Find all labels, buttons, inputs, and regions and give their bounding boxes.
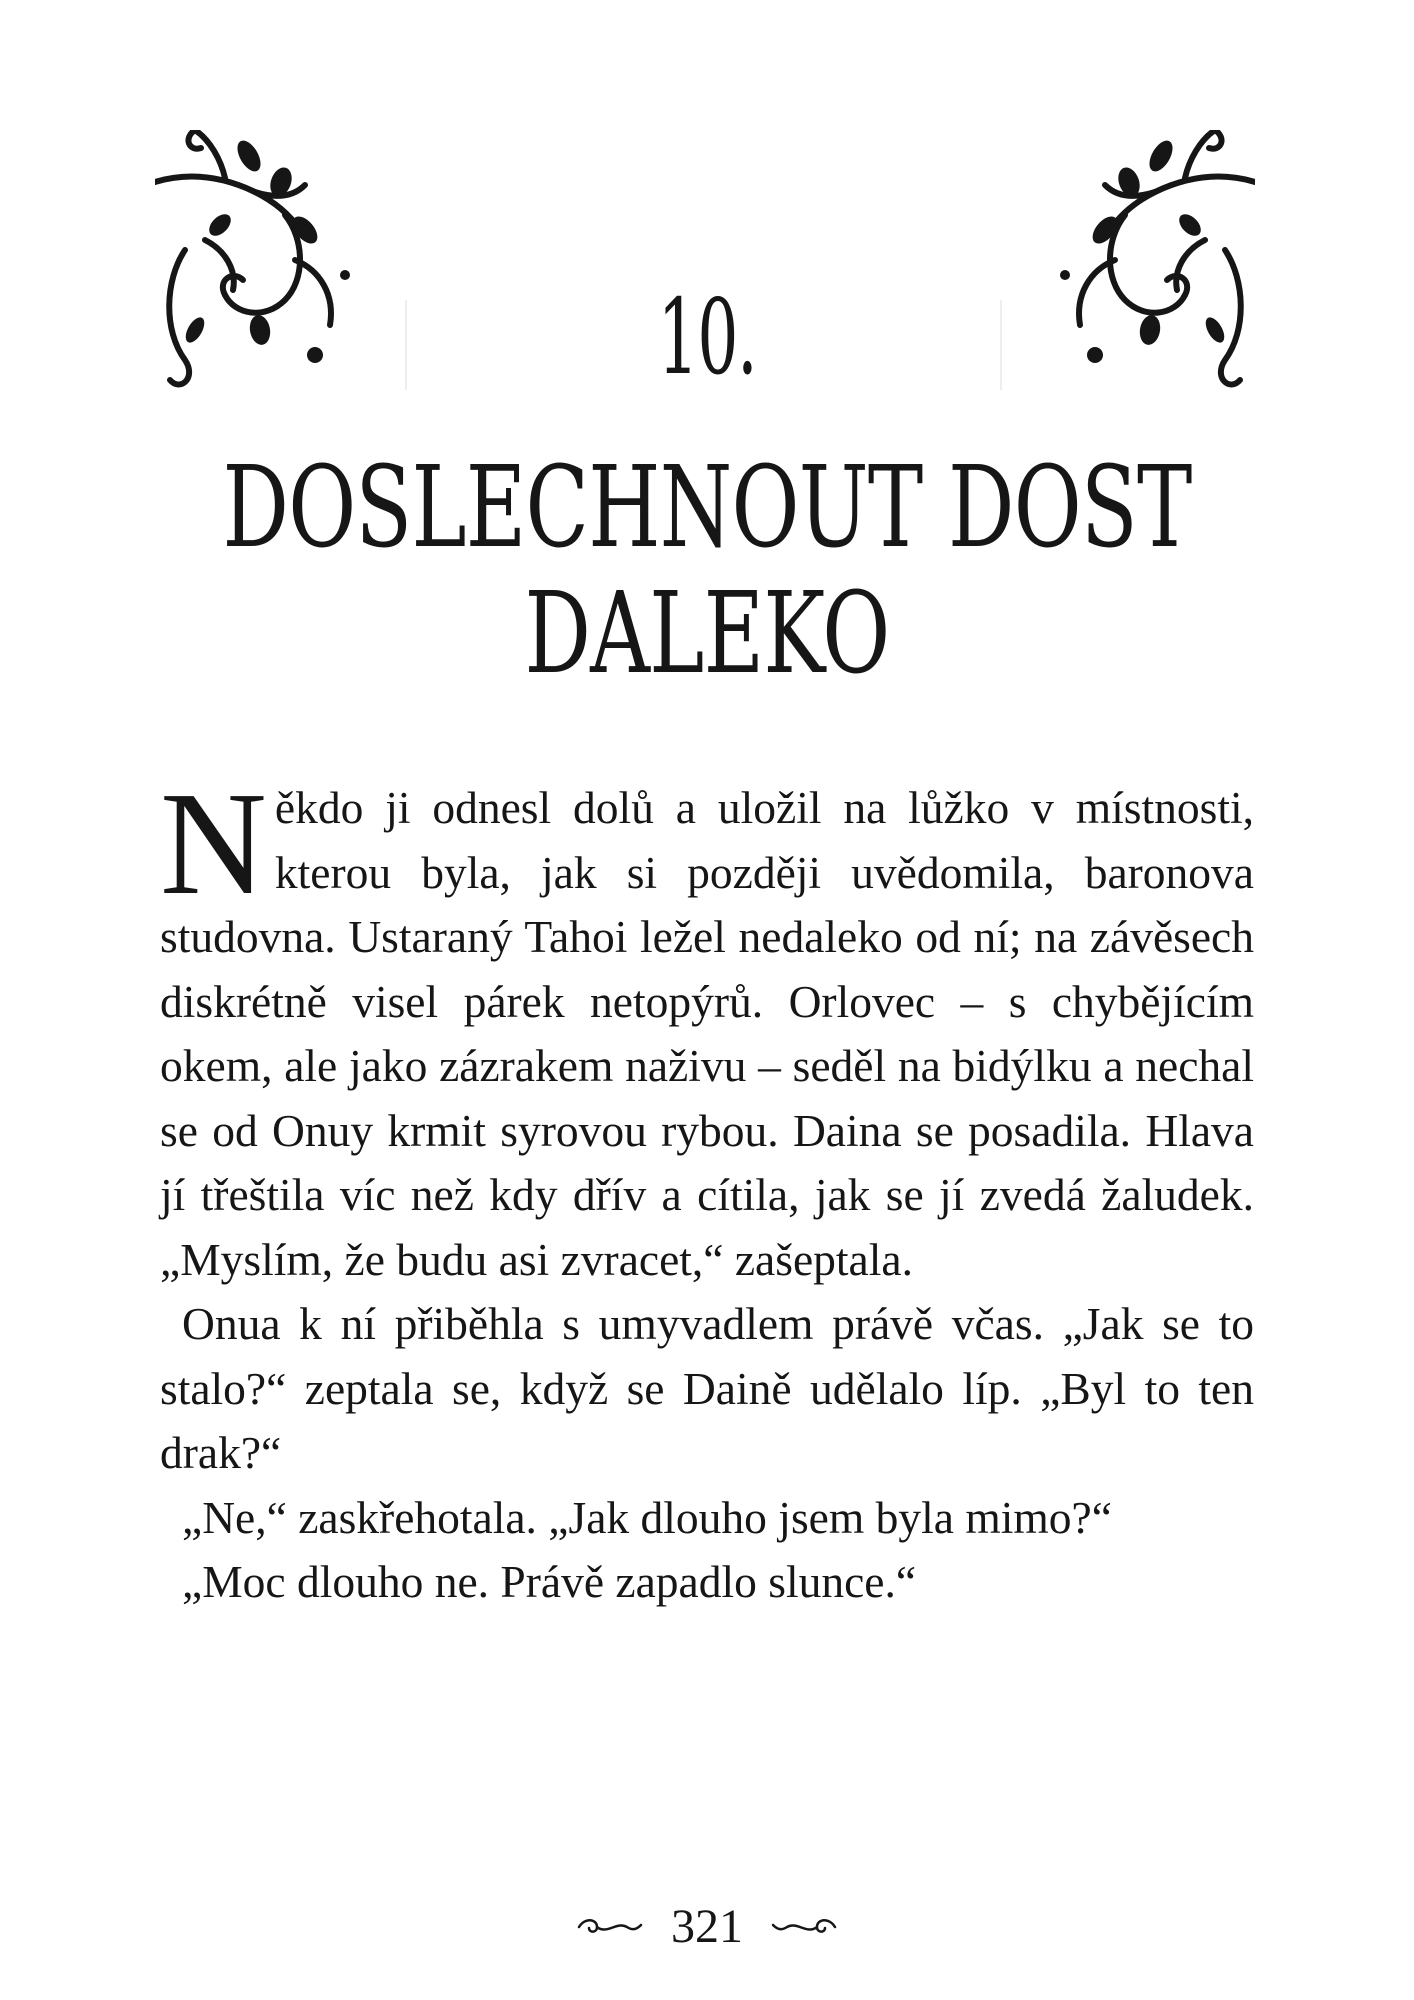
right-swirl-icon (769, 1913, 839, 1941)
drop-cap: N (160, 762, 267, 926)
paragraph-1 (160, 762, 1254, 1292)
left-swirl-icon (575, 1913, 645, 1941)
paragraph-2: Onua k ní přiběhla s umyvadlem právě včas. „Jak se to stalo?“ zeptala se, když se Daině udělalo líp. „Byl to ten drak?“ (160, 1298, 1254, 1478)
chapter-number: 10. (657, 276, 757, 398)
chapter-title-line-2: DALEKO (524, 569, 890, 699)
page-number: 321 (671, 1899, 743, 1953)
paragraph-1-text: ěkdo ji odnesl dolů a uložil na lůžko v místnosti, kterou byla, jak si později uvědomila, baronova studovna. Ustaraný Tahoi ležel nedaleko od ní; na závěsech diskrétně visel párek netopýrů. Orlovec – s chybějícím okem, ale jako zázrakem naživu – seděl na bidýlku a nechal se od Onuy krmit syrovou rybou. Daina se posadila. Hlava jí třeštila víc než kdy dřív a cítila, jak se jí zvedá žaludek. „Myslím, že budu asi zvracet,“ zašeptala. (160, 782, 1254, 1285)
paragraph-3: „Ne,“ zaskřehotala. „Jak dlouho jsem byla mimo?“ (182, 1491, 1112, 1543)
chapter-title (0, 445, 1414, 697)
paragraph-4: „Moc dlouho ne. Právě zapadlo slunce.“ (182, 1556, 917, 1607)
page-footer (0, 1895, 1414, 1955)
chapter-title-line-1: DOSLECHNOUT DOST (222, 443, 1192, 573)
body-text (160, 762, 1254, 1615)
